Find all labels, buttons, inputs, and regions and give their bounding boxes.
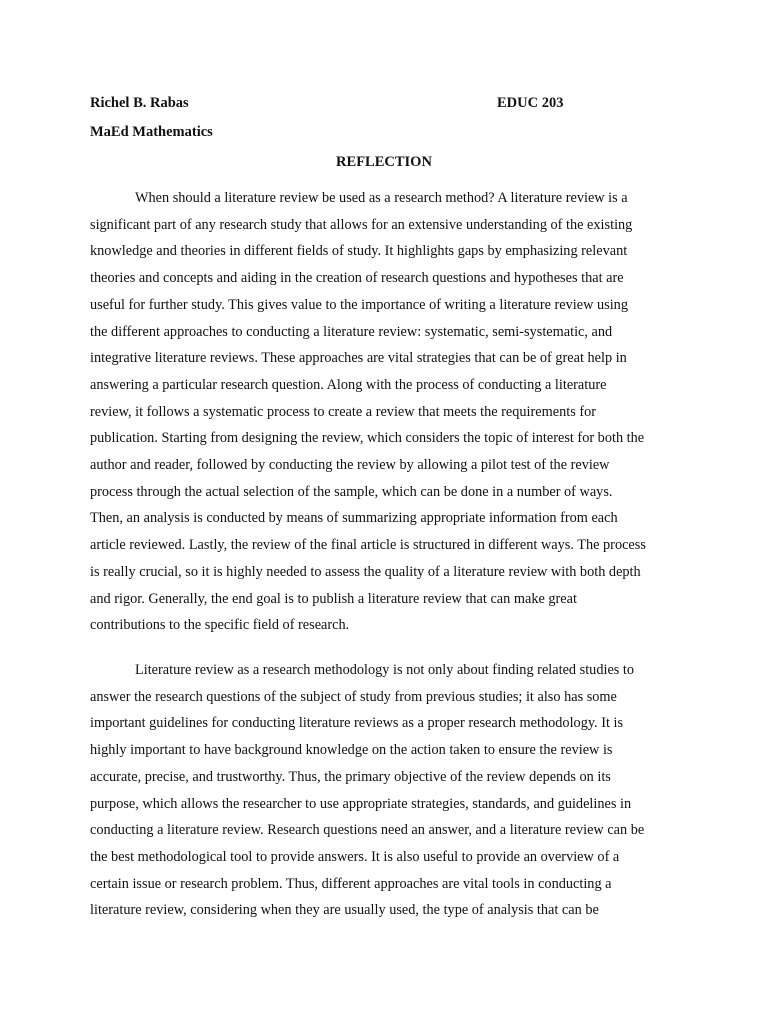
text-line: knowledge and theories in different fields of study. It highlights gaps by emphasizing relevant xyxy=(90,243,628,260)
paragraph-2 xyxy=(90,657,678,924)
text-line: and rigor. Generally, the end goal is to publish a literature review that can make great xyxy=(90,590,577,607)
text-line: integrative literature reviews. These approaches are vital strategies that can be of great help in xyxy=(90,350,627,367)
text-line: article reviewed. Lastly, the review of the final article is structured in different ways. The process xyxy=(90,537,646,554)
text-line: purpose, which allows the researcher to use appropriate strategies, standards, and guidelines in xyxy=(90,795,632,812)
text-line: useful for further study. This gives value to the importance of writing a literature review using xyxy=(90,296,628,313)
text-line: Then, an analysis is conducted by means of summarizing appropriate information from each xyxy=(90,510,618,527)
author-name: Richel B. Rabas xyxy=(90,95,189,111)
text-line: answer the research questions of the subject of study from previous studies; it also has some xyxy=(90,688,617,705)
document-title: REFLECTION xyxy=(336,154,432,170)
text-line: publication. Starting from designing the review, which considers the topic of interest for both the xyxy=(90,430,645,447)
program-name: MaEd Mathematics xyxy=(90,124,213,140)
text-line: the best methodological tool to provide answers. It is also useful to provide an overview of a xyxy=(90,848,620,865)
paragraph-1 xyxy=(90,185,678,639)
course-code: EDUC 203 xyxy=(497,95,564,111)
text-line: conducting a literature review. Research questions need an answer, and a literature review can be xyxy=(90,822,645,839)
text-line: Literature review as a research methodology is not only about finding related studies to xyxy=(135,662,635,678)
text-line: the different approaches to conducting a literature review: systematic, semi-systematic, and xyxy=(90,323,613,340)
text-line: contributions to the specific field of research. xyxy=(90,617,350,634)
text-line: certain issue or research problem. Thus, different approaches are vital tools in conducting a xyxy=(90,875,612,892)
text-line: important guidelines for conducting literature reviews as a proper research methodology. It is xyxy=(90,715,624,732)
text-line: When should a literature review be used as a research method? A literature review is a xyxy=(135,190,628,206)
text-line: theories and concepts and aiding in the creation of research questions and hypotheses that are xyxy=(90,270,624,287)
text-line: is really crucial, so it is highly needed to assess the quality of a literature review with both depth xyxy=(90,563,641,580)
text-line: author and reader, followed by conducting the review by allowing a pilot test of the review xyxy=(90,457,610,474)
text-line: accurate, precise, and trustworthy. Thus, the primary objective of the review depends on its xyxy=(90,768,611,785)
text-line: review, it follows a systematic process to create a review that meets the requirements for xyxy=(90,403,597,420)
author-line xyxy=(90,94,678,112)
text-line: process through the actual selection of the sample, which can be done in a number of ways. xyxy=(90,483,613,500)
text-line: literature review, considering when they are usually used, the type of analysis that can be xyxy=(90,902,599,919)
text-line: answering a particular research question. Along with the process of conducting a literature xyxy=(90,376,607,393)
text-line: highly important to have background knowledge on the action taken to ensure the review is xyxy=(90,742,613,759)
text-line: significant part of any research study that allows for an extensive understanding of the existing xyxy=(90,216,633,233)
